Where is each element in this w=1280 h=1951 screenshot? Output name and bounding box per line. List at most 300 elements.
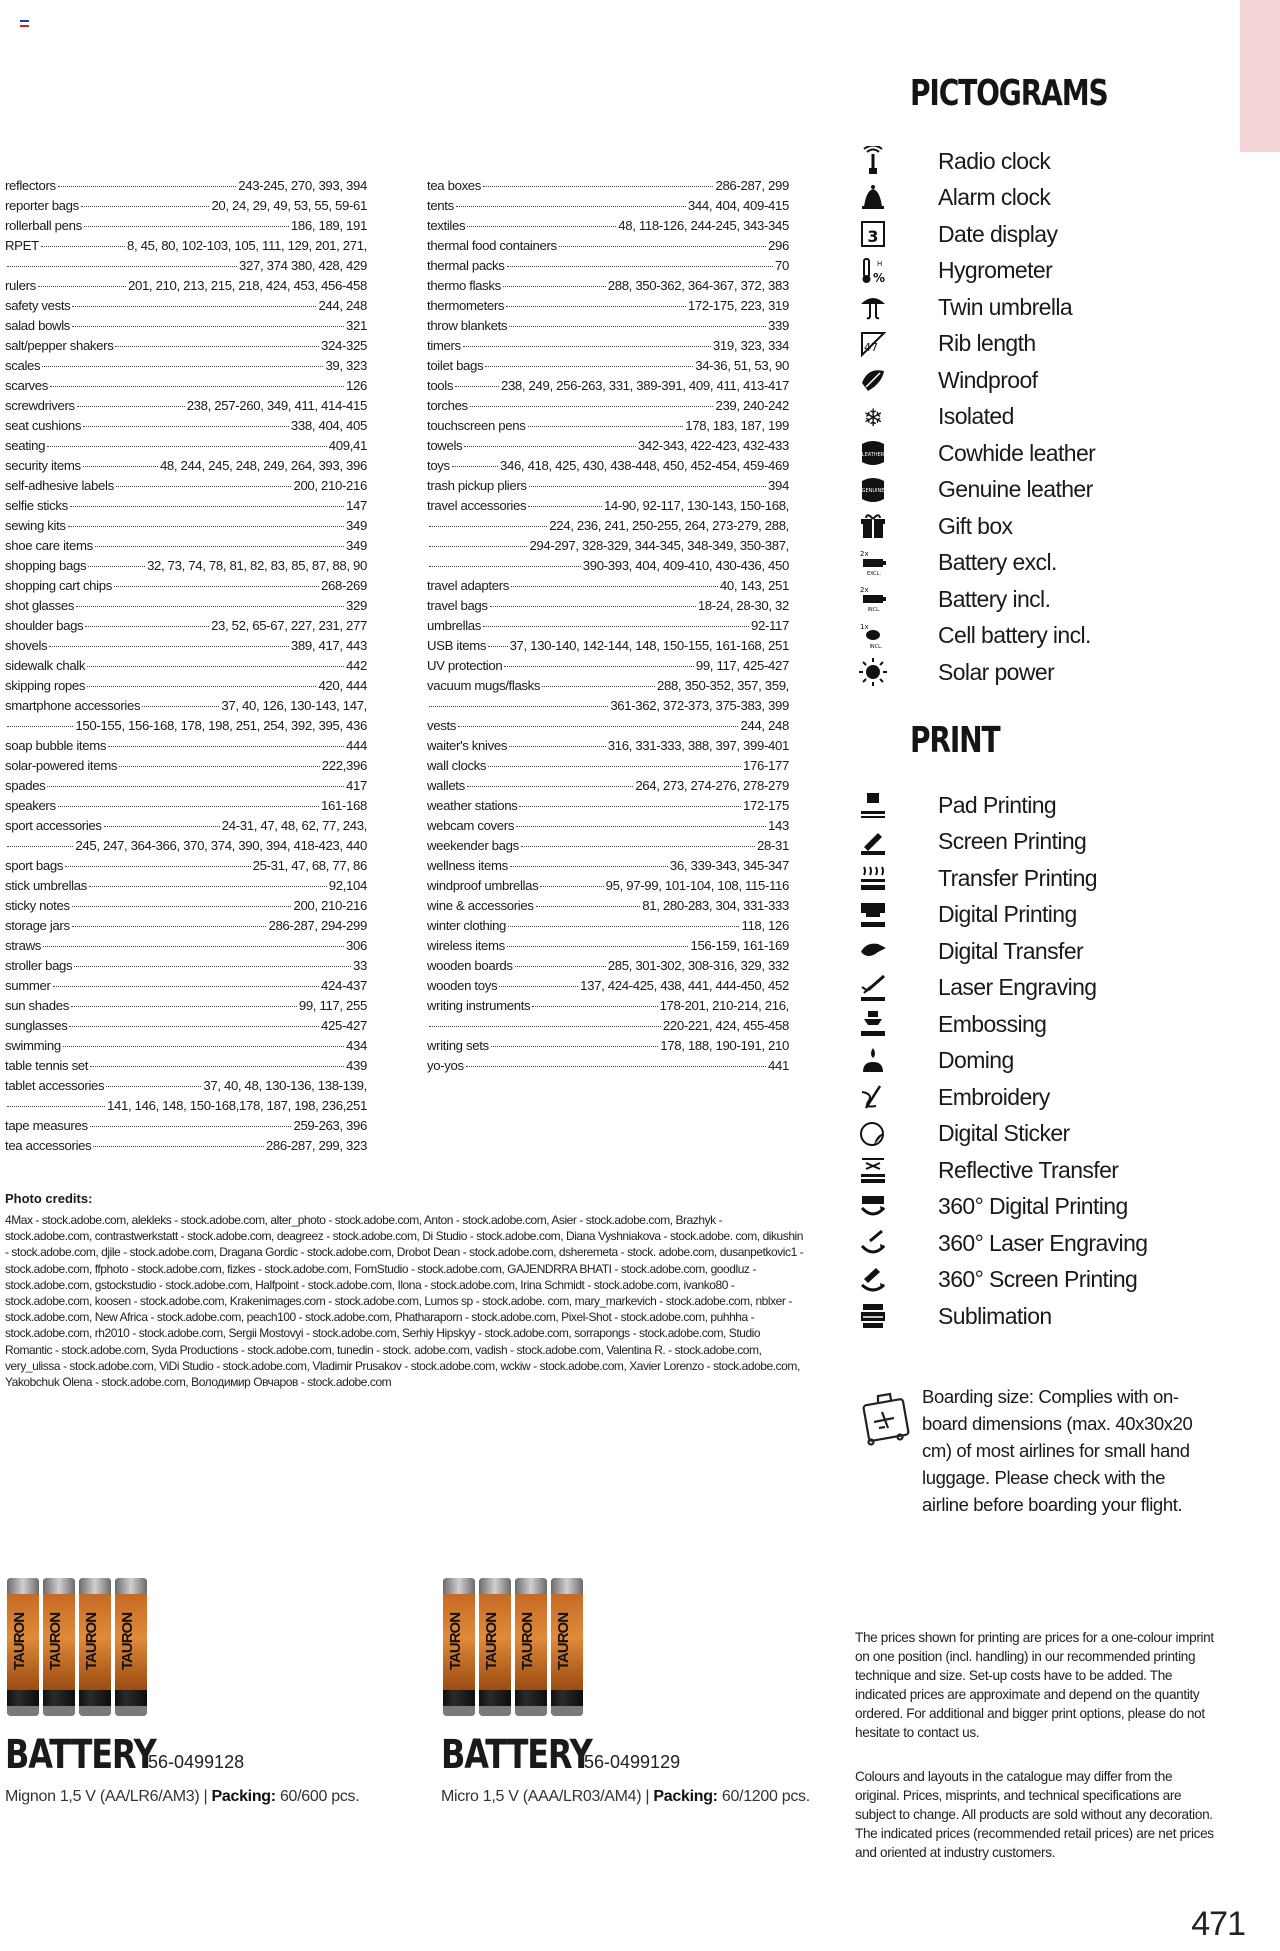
leader-dots <box>87 666 344 667</box>
index-term: tools <box>427 378 454 393</box>
leader-dots <box>49 646 289 647</box>
index-pages: 285, 301-302, 308-316, 329, 332 <box>607 958 789 973</box>
index-entry <box>427 396 789 416</box>
index-term: wooden boards <box>427 958 513 973</box>
leader-dots <box>485 366 693 367</box>
index-entry <box>5 976 367 996</box>
battery-brand: TAURON <box>83 1612 100 1670</box>
index-term: shovels <box>5 638 48 653</box>
index-entry <box>5 656 367 676</box>
svg-text:47: 47 <box>864 340 878 354</box>
index-pages: 224, 236, 241, 250-255, 264, 273-279, 288, <box>549 518 789 533</box>
digital-transfer-icon <box>858 936 888 966</box>
index-entry <box>5 716 367 736</box>
battery-brand: TAURON <box>555 1612 572 1670</box>
index-term: safety vests <box>5 298 71 313</box>
product-spec: Mignon 1,5 V (AA/LR6/AM3) | <box>5 1788 212 1805</box>
leader-dots <box>490 606 696 607</box>
svg-text:1x: 1x <box>860 622 869 631</box>
leader-dots <box>466 1066 766 1067</box>
index-entry <box>427 656 789 676</box>
index-term: thermal packs <box>427 258 505 273</box>
index-pages: 70 <box>775 258 789 273</box>
index-entry <box>5 496 367 516</box>
index-entry <box>5 316 367 336</box>
index-entry <box>5 876 367 896</box>
leader-dots <box>7 1106 105 1107</box>
index-entry <box>427 176 789 196</box>
index-term: umbrellas <box>427 618 482 633</box>
index-entry <box>427 856 789 876</box>
reflective-transfer-icon <box>858 1155 888 1185</box>
sublimation-icon <box>858 1301 888 1331</box>
leader-dots <box>83 426 289 427</box>
index-entry <box>5 236 367 256</box>
index-pages: 20, 24, 29, 49, 53, 55, 59-61 <box>211 198 367 213</box>
index-pages: 327, 374 380, 428, 429 <box>239 258 367 273</box>
svg-text:❄: ❄ <box>862 403 884 432</box>
index-pages: 37, 130-140, 142-144, 148, 150-155, 161-168, 251 <box>509 638 789 653</box>
index-entry <box>5 376 367 396</box>
index-term: thermometers <box>427 298 505 313</box>
index-pages: 286-287, 299 <box>715 178 789 193</box>
leader-dots <box>104 826 220 827</box>
index-entry <box>5 396 367 416</box>
index-entry <box>5 476 367 496</box>
index-entry <box>427 1036 789 1056</box>
index-pages: 444 <box>346 738 367 753</box>
index-pages: 200, 210-216 <box>293 478 367 493</box>
pictogram-item <box>858 399 1238 436</box>
index-term: winter clothing <box>427 918 507 933</box>
index-entry <box>5 256 367 276</box>
index-entry <box>5 1056 367 1076</box>
index-term: UV protection <box>427 658 503 673</box>
language-flag-icon <box>20 20 29 27</box>
index-term: toys <box>427 458 450 473</box>
leader-dots <box>429 706 608 707</box>
index-term: yo-yos <box>427 1058 464 1073</box>
index-pages: 238, 249, 256-263, 331, 389-391, 409, 411, 413-417 <box>500 378 789 393</box>
leader-dots <box>71 1006 297 1007</box>
index-entry <box>5 416 367 436</box>
index-pages: 442 <box>346 658 367 673</box>
index-pages: 259-263, 396 <box>293 1118 367 1133</box>
index-term: writing instruments <box>427 998 531 1013</box>
pictogram-item <box>858 654 1238 691</box>
index-pages: 321 <box>346 318 367 333</box>
battery-cell <box>515 1578 547 1716</box>
index-term: smartphone accessories <box>5 698 141 713</box>
index-entry <box>5 796 367 816</box>
index-term: self-adhesive labels <box>5 478 114 493</box>
pictogram-label: Sublimation <box>938 1302 1052 1329</box>
index-pages: 99, 117, 255 <box>298 998 367 1013</box>
index-entry <box>427 676 789 696</box>
leader-dots <box>491 1046 659 1047</box>
embossing-icon <box>858 1009 888 1039</box>
index-entry <box>427 896 789 916</box>
product-description <box>5 1788 425 1806</box>
leader-dots <box>68 526 344 527</box>
index-pages: 33 <box>353 958 367 973</box>
index-term: tea boxes <box>427 178 482 193</box>
product-spec: Micro 1,5 V (AAA/LR03/AM4) | <box>441 1788 654 1805</box>
pictogram-item <box>858 180 1238 217</box>
battery-brand: TAURON <box>119 1612 136 1670</box>
hygrometer-icon <box>858 256 888 286</box>
pictogram-label: Digital Printing <box>938 901 1077 928</box>
index-pages: 344, 404, 409-415 <box>687 198 789 213</box>
index-entry <box>5 436 367 456</box>
index-pages: 172-175 <box>743 798 789 813</box>
pictogram-label: Date display <box>938 220 1058 247</box>
pictogram-item <box>858 897 1238 934</box>
index-pages: 161-168 <box>321 798 367 813</box>
index-entry <box>5 276 367 296</box>
index-entry <box>427 556 789 576</box>
pictogram-item <box>858 581 1238 618</box>
index-pages: 141, 146, 148, 150-168,178, 187, 198, 236,251 <box>107 1098 367 1113</box>
index-term: speakers <box>5 798 56 813</box>
leader-dots <box>42 366 323 367</box>
index-entry <box>427 316 789 336</box>
index-pages: 95, 97-99, 101-104, 108, 115-116 <box>605 878 789 893</box>
index-pages: 150-155, 156-168, 178, 198, 251, 254, 392, 395, 436 <box>75 718 367 733</box>
index-pages: 243-245, 270, 393, 394 <box>238 178 367 193</box>
index-term: weekender bags <box>427 838 519 853</box>
index-pages: 238, 257-260, 349, 411, 414-415 <box>186 398 367 413</box>
index-entry <box>5 836 367 856</box>
index-pages: 424-437 <box>321 978 367 993</box>
index-term: seating <box>5 438 46 453</box>
index-pages: 178, 188, 190-191, 210 <box>660 1038 789 1053</box>
alarm-clock-icon <box>858 183 888 213</box>
pictogram-label: Solar power <box>938 658 1055 685</box>
index-term: tents <box>427 198 454 213</box>
index-entry <box>5 956 367 976</box>
digital-printing-icon <box>858 900 888 930</box>
index-entry <box>427 1016 789 1036</box>
index-term: shot glasses <box>5 598 75 613</box>
index-term: textiles <box>427 218 466 233</box>
index-column-right <box>427 176 789 1076</box>
leader-dots <box>452 466 498 467</box>
leader-dots <box>532 1006 657 1007</box>
index-term: sidewalk chalk <box>5 658 86 673</box>
index-term: reporter bags <box>5 198 79 213</box>
leader-dots <box>47 786 344 787</box>
index-term: seat cushions <box>5 418 82 433</box>
index-entry <box>427 956 789 976</box>
pictogram-item <box>858 289 1238 326</box>
pictogram-item <box>858 143 1238 180</box>
product-code: 56-0499128 <box>148 1752 245 1772</box>
index-entry <box>427 436 789 456</box>
index-pages: 409,41 <box>328 438 367 453</box>
product-name: BATTERY <box>441 1732 592 1778</box>
index-entry <box>427 936 789 956</box>
index-term: toilet bags <box>427 358 484 373</box>
index-term: tea accessories <box>5 1138 92 1153</box>
index-entry <box>5 176 367 196</box>
doming-icon <box>858 1046 888 1076</box>
index-entry <box>5 556 367 576</box>
index-entry <box>427 1056 789 1076</box>
pictogram-item <box>858 326 1238 363</box>
index-entry <box>427 296 789 316</box>
leader-dots <box>93 1146 264 1147</box>
svg-text:INCL.: INCL. <box>869 643 883 650</box>
index-pages: 186, 189, 191 <box>290 218 367 233</box>
index-term: salt/pepper shakers <box>5 338 114 353</box>
index-pages: 420, 444 <box>318 678 367 693</box>
index-term: wine & accessories <box>427 898 534 913</box>
pictogram-label: Radio clock <box>938 147 1051 174</box>
index-entry <box>5 696 367 716</box>
index-pages: 201, 210, 213, 215, 218, 424, 453, 456-458 <box>127 278 367 293</box>
leader-dots <box>510 866 668 867</box>
index-term: shopping cart chips <box>5 578 112 593</box>
leader-dots <box>63 1046 344 1047</box>
pictogram-item <box>858 508 1238 545</box>
index-entry <box>427 336 789 356</box>
product-description <box>441 1788 861 1806</box>
leader-dots <box>47 446 327 447</box>
index-term: scarves <box>5 378 48 393</box>
index-entry <box>5 816 367 836</box>
index-entry <box>427 616 789 636</box>
index-entry <box>427 536 789 556</box>
leader-dots <box>499 986 578 987</box>
pictogram-label: 360° Digital Printing <box>938 1193 1128 1220</box>
index-entry <box>427 416 789 436</box>
pictogram-label: Reflective Transfer <box>938 1156 1119 1183</box>
index-entry <box>427 876 789 896</box>
pictogram-item <box>858 1298 1238 1335</box>
index-term: tablet accessories <box>5 1078 105 1093</box>
product-name: BATTERY <box>5 1732 156 1778</box>
pictogram-label: Digital Transfer <box>938 937 1084 964</box>
index-term: skipping ropes <box>5 678 86 693</box>
leader-dots <box>116 486 292 487</box>
leader-dots <box>529 486 766 487</box>
index-pages: 286-287, 299, 323 <box>265 1138 367 1153</box>
pictograms-list <box>858 143 1238 691</box>
leader-dots <box>509 746 606 747</box>
index-pages: 14-90, 92-117, 130-143, 150-168, <box>603 498 789 513</box>
index-term: shoulder bags <box>5 618 84 633</box>
battery-cell <box>551 1578 583 1716</box>
index-pages: 143 <box>768 818 789 833</box>
leader-dots <box>58 186 237 187</box>
battery-cell <box>43 1578 75 1716</box>
pictogram-label: Battery excl. <box>938 549 1057 576</box>
index-term: stroller bags <box>5 958 73 973</box>
index-pages: 220-221, 424, 455-458 <box>662 1018 789 1033</box>
index-entry <box>427 196 789 216</box>
index-entry <box>5 856 367 876</box>
leader-dots <box>65 866 251 867</box>
index-term: torches <box>427 398 468 413</box>
leader-dots <box>87 686 316 687</box>
leader-dots <box>85 626 209 627</box>
pictogram-label: Doming <box>938 1047 1014 1074</box>
pictogram-item <box>858 216 1238 253</box>
product-battery-aa <box>5 1578 425 1806</box>
index-entry <box>427 276 789 296</box>
index-entry <box>5 916 367 936</box>
leader-dots <box>511 586 718 587</box>
index-term: throw blankets <box>427 318 508 333</box>
index-pages: 434 <box>346 1038 367 1053</box>
leader-dots <box>41 246 125 247</box>
svg-text:EXCL.: EXCL. <box>866 570 882 577</box>
leader-dots <box>58 806 319 807</box>
index-entry <box>427 256 789 276</box>
index-term: summer <box>5 978 51 993</box>
index-pages: 39, 323 <box>325 358 367 373</box>
index-pages: 239, 240-242 <box>715 398 789 413</box>
index-pages: 48, 118-126, 244-245, 343-345 <box>618 218 789 233</box>
index-pages: 172-175, 223, 319 <box>687 298 789 313</box>
index-entry <box>5 1076 367 1096</box>
leader-dots <box>7 726 73 727</box>
pictogram-item <box>858 618 1238 655</box>
index-pages: 156-159, 161-169 <box>690 938 789 953</box>
embroidery-icon <box>858 1082 888 1112</box>
svg-text:%: % <box>872 270 886 285</box>
leader-dots <box>84 226 289 227</box>
packing-label: Packing: <box>653 1788 718 1805</box>
leader-dots <box>540 886 603 887</box>
index-term: shoe care items <box>5 538 93 553</box>
pad-printing-icon <box>858 790 888 820</box>
index-entry <box>5 756 367 776</box>
index-term: straws <box>5 938 42 953</box>
pictogram-item <box>858 860 1238 897</box>
leader-dots <box>488 766 741 767</box>
index-entry <box>5 536 367 556</box>
index-pages: 390-393, 404, 409-410, 430-436, 450 <box>582 558 789 573</box>
pictogram-label: Twin umbrella <box>938 293 1073 320</box>
index-entry <box>427 836 789 856</box>
laser-engraving-360-icon <box>858 1228 888 1258</box>
pictogram-label: Rib length <box>938 330 1036 357</box>
index-term: RPET <box>5 238 39 253</box>
leader-dots <box>72 906 292 907</box>
leader-dots <box>142 706 219 707</box>
index-entry <box>5 676 367 696</box>
index-pages: 25-31, 47, 68, 77, 86 <box>252 858 367 873</box>
leader-dots <box>509 326 766 327</box>
index-pages: 99, 117, 425-427 <box>695 658 789 673</box>
battery-cell <box>79 1578 111 1716</box>
screen-printing-360-icon <box>858 1265 888 1295</box>
index-pages: 8, 45, 80, 102-103, 105, 111, 129, 201, 271, <box>126 238 367 253</box>
leader-dots <box>506 306 686 307</box>
index-term: sticky notes <box>5 898 70 913</box>
index-pages: 18-24, 28-30, 32 <box>697 598 789 613</box>
index-pages: 244, 248 <box>740 718 789 733</box>
svg-text:GENUINE: GENUINE <box>861 487 885 494</box>
leader-dots <box>89 886 327 887</box>
digital-sticker-icon <box>858 1119 888 1149</box>
boarding-suitcase-icon <box>856 1388 914 1446</box>
boarding-size-note: Boarding size: Complies with on-board dimensions (max. 40x30x20 cm) of most airlines for small hand luggage. Please check with the airline before boarding your flight. <box>922 1386 1193 1515</box>
index-pages: 264, 273, 274-276, 278-279 <box>635 778 789 793</box>
index-term: rulers <box>5 278 36 293</box>
index-term: security items <box>5 458 81 473</box>
battery-brand: TAURON <box>483 1612 500 1670</box>
index-entry <box>5 996 367 1016</box>
gift-box-icon <box>858 511 888 541</box>
leader-dots <box>463 346 711 347</box>
pictogram-item <box>858 970 1238 1007</box>
index-entry <box>5 1016 367 1036</box>
index-term: towels <box>427 438 463 453</box>
leader-dots <box>72 926 267 927</box>
index-entry <box>5 356 367 376</box>
pictogram-label: Windproof <box>938 366 1038 393</box>
leader-dots <box>106 1086 201 1087</box>
leader-dots <box>467 226 616 227</box>
leader-dots <box>483 186 713 187</box>
index-pages: 126 <box>346 378 367 393</box>
transfer-printing-icon <box>858 863 888 893</box>
index-entry <box>427 376 789 396</box>
index-term: shopping bags <box>5 558 87 573</box>
leader-dots <box>77 406 185 407</box>
index-pages: 32, 73, 74, 78, 81, 82, 83, 85, 87, 88, 90 <box>147 558 367 573</box>
index-pages: 288, 350-352, 357, 359, <box>656 678 789 693</box>
index-term: wooden toys <box>427 978 498 993</box>
pictogram-label: Pad Printing <box>938 791 1057 818</box>
index-term: waiter's knives <box>427 738 508 753</box>
product-code: 56-0499129 <box>584 1752 681 1772</box>
index-term: weather stations <box>427 798 518 813</box>
index-term: stick umbrellas <box>5 878 87 893</box>
pictogram-item <box>858 1079 1238 1116</box>
index-column-left <box>5 176 367 1156</box>
index-pages: 439 <box>346 1058 367 1073</box>
packing-label: Packing: <box>211 1788 276 1805</box>
index-pages: 441 <box>768 1058 789 1073</box>
index-term: wallets <box>427 778 465 793</box>
leader-dots <box>467 786 633 787</box>
pictogram-label: Isolated <box>938 403 1014 430</box>
digital-printing-360-icon <box>858 1192 888 1222</box>
leader-dots <box>528 426 684 427</box>
leader-dots <box>455 386 499 387</box>
leader-dots <box>53 986 320 987</box>
windproof-icon <box>858 365 888 395</box>
index-entry <box>427 636 789 656</box>
index-pages: 339 <box>768 318 789 333</box>
leader-dots <box>503 286 606 287</box>
pictogram-item <box>858 472 1238 509</box>
index-pages: 296 <box>768 238 789 253</box>
battery-cell <box>479 1578 511 1716</box>
index-pages: 316, 331-333, 388, 397, 399-401 <box>607 738 789 753</box>
index-term: table tennis set <box>5 1058 89 1073</box>
index-entry <box>5 936 367 956</box>
index-pages: 92-117 <box>751 618 789 633</box>
packing-value: 60/600 pcs. <box>275 1788 360 1805</box>
index-pages: 338, 404, 405 <box>290 418 367 433</box>
index-entry <box>5 456 367 476</box>
index-pages: 23, 52, 65-67, 227, 231, 277 <box>211 618 367 633</box>
